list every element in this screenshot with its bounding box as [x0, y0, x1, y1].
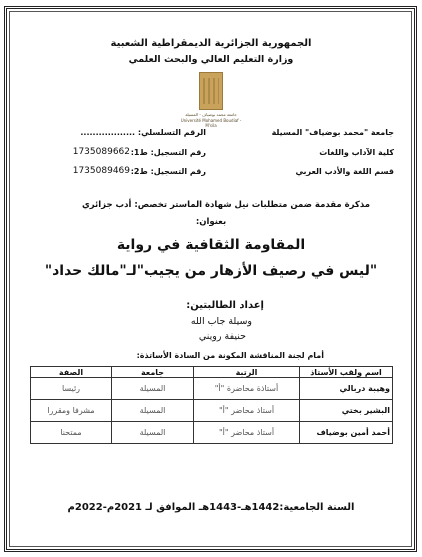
- registration-2-label: رقم التسجيل: ط2:: [130, 167, 206, 176]
- table-row: [31, 378, 393, 400]
- jury-name: وهيبة دربالي: [300, 378, 393, 400]
- jury-university: المسيلة: [112, 400, 194, 422]
- registration-2-value: 1735089469: [72, 166, 130, 176]
- logo-building-icon: [199, 72, 223, 110]
- header-university: جامعة: [112, 367, 194, 378]
- jury-university: المسيلة: [112, 378, 194, 400]
- logo-caption-ar: جامعة محمد بوضياف - المسيلة: [185, 112, 237, 117]
- logo-caption-en: Université Mohamed Boudiaf - M'sila: [180, 118, 242, 128]
- memo-description: مذكرة مقدمة ضمن متطلبات نيل شهادة الماستر تخصص: أدب جزائري: [81, 200, 370, 210]
- serial-number-label: الرقم التسلسلي: ..................: [80, 128, 206, 137]
- table-row: [31, 400, 393, 422]
- jury-name: أحمد أمين بوضياف: [300, 422, 393, 444]
- table-row: [31, 422, 393, 444]
- student-name-1: وسيلة جاب الله: [190, 316, 252, 327]
- jury-role: رئيسا: [31, 378, 112, 400]
- registration-1-label: رقم التسجيل: ط1:: [130, 148, 206, 157]
- academic-year: السنة الجامعية:1442هـ-1443هـ الموافق لـ 2021م-2022م: [67, 502, 355, 513]
- jury-table: [30, 366, 393, 444]
- jury-name: البشير بختي: [300, 400, 393, 422]
- faculty-label: كلية الآداب واللغات: [319, 148, 394, 157]
- ministry-heading: وزارة التعليم العالي والبحث العلمي: [128, 54, 294, 65]
- jury-rank: أستاذ محاضر "أ": [194, 400, 300, 422]
- title-label: بعنوان:: [195, 217, 227, 227]
- header-name: اسم ولقب الأستاذ: [300, 367, 393, 378]
- university-logo: [176, 72, 246, 128]
- thesis-title-line-1: المقاومة الثقافية في رواية: [116, 237, 306, 253]
- thesis-title-line-2: "ليس في رصيف الأزهار من يجيب"لـ"مالك حداد": [44, 263, 378, 279]
- registration-1-value: 1735089662: [72, 147, 130, 157]
- jury-university: المسيلة: [112, 422, 194, 444]
- students-heading: إعداد الطالبتين:: [186, 300, 264, 311]
- jury-rank: أستاذ محاضر "أ": [194, 422, 300, 444]
- jury-heading: أمام لجنة المناقشة المكونة من السادة الأساتذة:: [136, 351, 324, 360]
- jury-role: مشرفا ومقررا: [31, 400, 112, 422]
- university-label: جامعة "محمد بوضياف" المسيلة: [271, 128, 394, 137]
- jury-table-header-row: [31, 367, 393, 378]
- department-label: قسم اللغة والأدب العربي: [295, 167, 394, 176]
- republic-heading: الجمهورية الجزائرية الديمقراطية الشعبية: [110, 38, 312, 49]
- jury-role: ممتحنا: [31, 422, 112, 444]
- header-rank: الرتبة: [194, 367, 300, 378]
- header-role: الصفة: [31, 367, 112, 378]
- jury-rank: أستاذة محاضرة "أ": [194, 378, 300, 400]
- student-name-2: حنيفة رويني: [198, 331, 246, 342]
